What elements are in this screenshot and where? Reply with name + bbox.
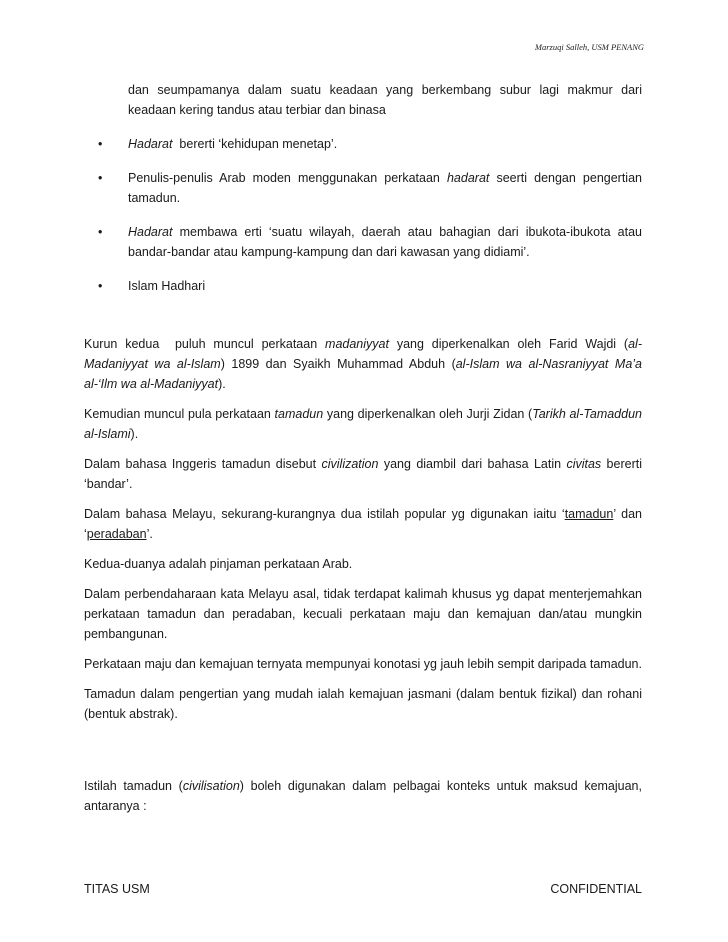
- term-tamadun-underlined: tamadun: [564, 507, 614, 521]
- paragraph-civilisation-contexts: [84, 776, 642, 816]
- bullet-item-hadarat-meaning: [84, 134, 642, 154]
- text-run: ’ dan ‘: [84, 507, 642, 541]
- book-title: Tarikh al-Tamaddun al-Islami: [84, 407, 642, 441]
- bullet-item-arab-writers: [84, 168, 642, 208]
- bullet-text: Islam Hadhari: [128, 279, 206, 293]
- term-peradaban-underlined: peradaban: [86, 527, 147, 541]
- book-title: al-Islam wa al-Nasraniyyat Ma’a al-‘Ilm wa al-Madaniyyat: [84, 357, 642, 391]
- paragraph-madaniyyat: [84, 334, 642, 394]
- paragraph-arab-loanwords: Kedua-duanya adalah pinjaman perkataan Arab.: [84, 557, 353, 571]
- bullet-icon: •: [98, 137, 103, 151]
- text-run: ’.: [146, 527, 153, 541]
- text-run: Istilah tamadun (: [84, 779, 183, 793]
- text-run: ) boleh digunakan dalam pelbagai konteks untuk maksud kemajuan, antaranya :: [84, 779, 642, 813]
- page-header-author: Marzuqi Salleh, USM PENANG: [534, 42, 644, 52]
- text-run: Dalam bahasa Melayu, sekurang-kurangnya dua istilah popular yg digunakan iaitu ‘: [84, 507, 565, 521]
- text-run: yang diambil dari bahasa Latin: [378, 457, 567, 471]
- term-hadarat: Hadarat: [128, 225, 173, 239]
- spacer: [84, 734, 642, 776]
- term-hadarat: Hadarat: [128, 137, 173, 151]
- bullet-text: membawa erti ‘suatu wilayah, daerah atau bahagian dari ibukota-ibukota atau bandar-bandar atau kampung-kampung dan dari kawasan yang didiami’.: [128, 225, 642, 259]
- paragraph-civilization: [84, 454, 642, 494]
- paragraph-tamadun-origin: [84, 404, 642, 444]
- text-run: Kemudian muncul pula perkataan: [84, 407, 275, 421]
- footer-left-label: TITAS USM: [84, 882, 150, 896]
- intro-continuation: dan seumpamanya dalam suatu keadaan yang berkembang subur lagi makmur dari keadaan kering tandus atau terbiar dan binasa: [128, 83, 642, 117]
- text-run: yang diperkenalkan oleh Farid Wajdi (: [388, 337, 629, 351]
- bullet-list: [84, 134, 642, 296]
- text-run: ).: [218, 377, 226, 391]
- bullet-item-islam-hadhari: [84, 276, 642, 296]
- bullet-text: bererti ‘kehidupan menetap’.: [172, 137, 338, 151]
- footer-right-label: CONFIDENTIAL: [550, 882, 642, 896]
- bullet-text: seerti dengan pengertian tamadun.: [128, 171, 642, 205]
- term-civitas: civitas: [566, 457, 602, 471]
- spacer: [84, 310, 642, 334]
- bullet-text-pre: Penulis-penulis Arab moden menggunakan perkataan: [128, 171, 447, 185]
- text-run: Kurun kedua puluh muncul perkataan: [84, 337, 326, 351]
- text-run: Dalam bahasa Inggeris tamadun disebut: [84, 457, 322, 471]
- text-run: yang diperkenalkan oleh Jurji Zidan (: [323, 407, 533, 421]
- bullet-icon: •: [98, 225, 103, 239]
- term-civilisation: civilisation: [182, 779, 240, 793]
- bullet-item-hadarat-region: [84, 222, 642, 262]
- paragraph-malay-terms: [84, 504, 642, 544]
- book-title: al-Madaniyyat wa al-Islam: [84, 337, 643, 371]
- term-civilization: civilization: [321, 457, 379, 471]
- term-hadarat: hadarat: [446, 171, 490, 185]
- document-body: [84, 80, 642, 826]
- text-run: ).: [130, 427, 139, 441]
- text-run: bererti ‘bandar’.: [84, 457, 642, 491]
- bullet-icon: •: [98, 279, 103, 293]
- paragraph-definition: Tamadun dalam pengertian yang mudah ialah kemajuan jasmani (dalam bentuk fizikal) dan rohani (bentuk abstrak).: [84, 687, 642, 721]
- text-run: ) 1899 dan Syaikh Muhammad Abduh (: [220, 357, 456, 371]
- term-tamadun: tamadun: [274, 407, 324, 421]
- paragraph-connotation: Perkataan maju dan kemajuan ternyata mempunyai konotasi yg jauh lebih sempit daripada tamadun.: [84, 657, 642, 671]
- paragraph-malay-vocabulary: Dalam perbendaharaan kata Melayu asal, tidak terdapat kalimah khusus yg dapat menterjemahkan perkataan tamadun dan peradaban, kecuali perkataan maju dan kemajuan dan/atau mungkin pembangunan.: [84, 587, 642, 641]
- bullet-icon: •: [98, 171, 103, 185]
- term-madaniyyat: madaniyyat: [325, 337, 389, 351]
